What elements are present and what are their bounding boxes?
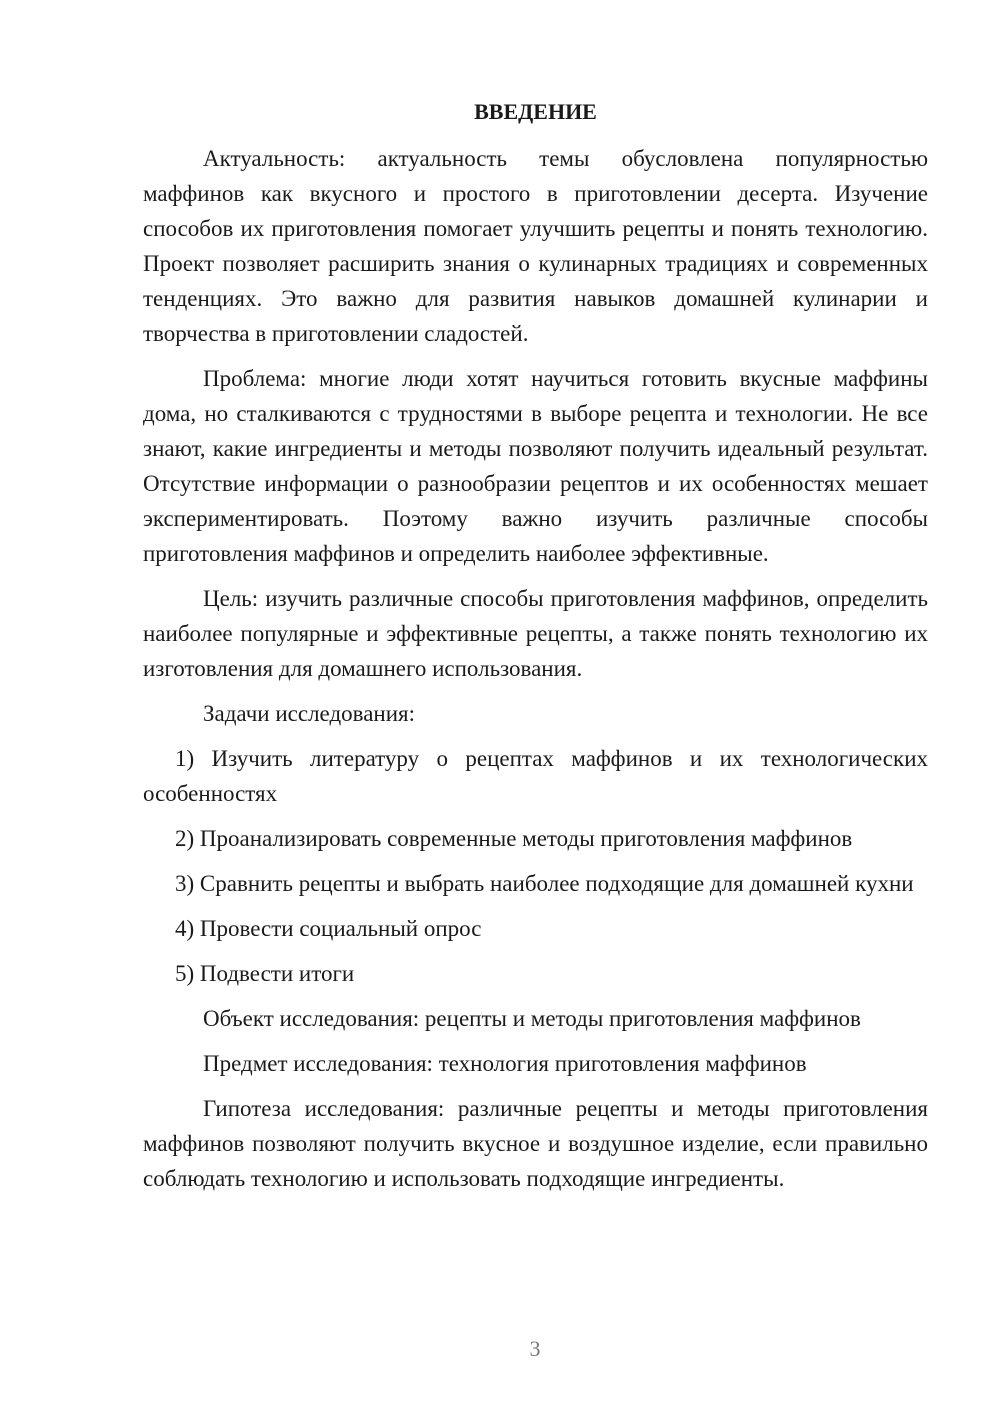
research-object: Объект исследования: рецепты и методы приготовления маффинов	[203, 1006, 861, 1031]
research-subject: Предмет исследования: технология приготовления маффинов	[203, 1051, 807, 1076]
hypothesis-paragraph: Гипотеза исследования: различные рецепты и методы приготовления маффинов позволяют получить вкусное и воздушное изделие, если правильно соблюдать технологию и использовать подходящие ингредиенты.	[143, 1096, 928, 1191]
section-title: ВВЕДЕНИЕ	[474, 99, 597, 124]
task-item-1: 1) Изучить литературу о рецептах маффинов и их технологических особенностях	[143, 746, 928, 806]
problem-paragraph: Проблема: многие люди хотят научиться готовить вкусные маффины дома, но сталкиваются с трудностями в выборе рецепта и технологии. Не все знают, какие ингредиенты и методы позволяют получить идеальный результат. Отсутствие информации о разнообразии рецептов и их особенностях мешает экспериментировать. Поэтому важно изучить различные способы приготовления маффинов и определить наиболее эффективные.	[143, 366, 928, 566]
task-item-5: 5) Подвести итоги	[175, 961, 355, 986]
task-item-2: 2) Проанализировать современные методы приготовления маффинов	[175, 826, 853, 851]
relevance-paragraph: Актуальность: актуальность темы обусловлена популярностью маффинов как вкусного и простого в приготовлении десерта. Изучение способов их приготовления помогает улучшить рецепты и понять технологию. Проект позволяет расширить знания о кулинарных традициях и современных тенденциях. Это важно для развития навыков домашней кулинарии и творчества в приготовлении сладостей.	[143, 146, 928, 346]
task-item-3: 3) Сравнить рецепты и выбрать наиболее подходящие для домашней кухни	[175, 871, 914, 896]
tasks-heading: Задачи исследования:	[203, 701, 416, 726]
document-body	[143, 94, 928, 1206]
goal-paragraph: Цель: изучить различные способы приготовления маффинов, определить наиболее популярные и эффективные рецепты, а также понять технологию их изготовления для домашнего использования.	[143, 586, 928, 681]
task-item-4: 4) Провести социальный опрос	[175, 916, 482, 941]
page-number: 3	[529, 1336, 541, 1361]
